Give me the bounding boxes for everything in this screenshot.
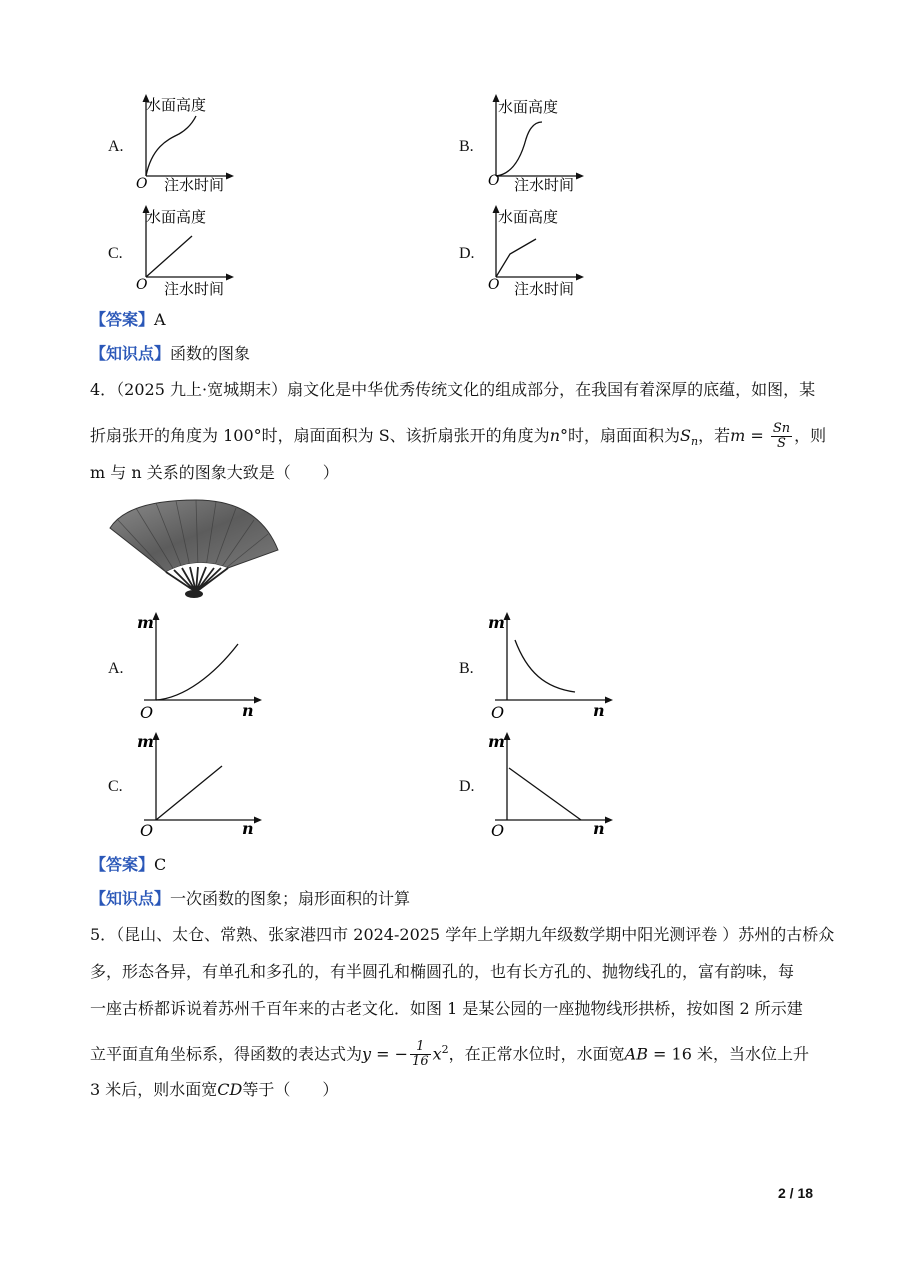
knowledge-value: 一次函数的图象；扇形面积的计算 (170, 889, 411, 908)
svg-text:水面高度: 水面高度 (146, 208, 207, 226)
q4-option-d-label: D. (459, 778, 475, 795)
svg-text:m: m (488, 613, 505, 632)
q3-option-c-label: C. (108, 245, 123, 262)
svg-text:O: O (491, 821, 505, 840)
curve (496, 122, 542, 176)
q3-knowledge (90, 344, 250, 364)
curve (515, 640, 575, 692)
folding-fan-image (108, 498, 280, 600)
knowledge-value: 函数的图象 (170, 344, 251, 363)
q3-option-d-graph (484, 205, 614, 305)
knowledge-tag: 【知识点】 (90, 344, 171, 363)
svg-text:m: m (137, 613, 154, 632)
q4-option-a-graph (134, 610, 264, 720)
curve (156, 644, 238, 700)
svg-text:O: O (140, 703, 154, 722)
svg-text:O: O (491, 703, 505, 722)
svg-text:注水时间: 注水时间 (514, 176, 575, 194)
q4-answer (90, 855, 166, 875)
svg-text:n: n (593, 701, 605, 720)
curve (509, 768, 581, 820)
q5-line-2: 多，形态各异，有单孔和多孔的，有半圆孔和椭圆孔的，也有长方孔的、抛物线孔的，富有韵味，每 (90, 962, 795, 981)
curve (156, 766, 222, 820)
svg-text:O: O (136, 277, 148, 293)
q3-option-b-graph (484, 94, 614, 194)
svg-text:O: O (488, 173, 500, 189)
svg-text:水面高度: 水面高度 (498, 98, 559, 116)
x-arrow (226, 173, 234, 180)
knowledge-tag: 【知识点】 (90, 889, 171, 908)
q4-line-2: 折扇张开的角度为 100°时，扇面面积为 S、该折扇张开的角度为n°时，扇面面积为$S_n$，若m = $\frac{Sn}{S}$ ，则 (90, 421, 827, 451)
curve (146, 116, 196, 176)
q4-line-3: m 与 n 关系的图象大致是（ ） (90, 463, 339, 482)
svg-text:O: O (140, 821, 154, 840)
q4-option-b-graph (485, 610, 615, 720)
svg-text:注水时间: 注水时间 (164, 280, 225, 298)
q3-option-a-graph (134, 94, 264, 194)
svg-text:n: n (242, 701, 254, 720)
fraction: $\frac{Sn}{S}$ (772, 421, 791, 451)
fraction: $\frac{1}{16}$ (412, 1039, 429, 1070)
q5-line-4: 立平面直角坐标系，得函数的表达式为y = − $\frac{1}{16}$ $x^2$，在正常水位时，水面宽AB = 16 米，当水位上升 (90, 1039, 809, 1070)
answer-value: C (154, 855, 167, 874)
q4-option-a-label: A. (108, 660, 124, 677)
svg-text:m: m (137, 732, 154, 751)
curve (496, 239, 536, 277)
svg-text:n: n (242, 819, 254, 838)
svg-text:注水时间: 注水时间 (514, 280, 575, 298)
q5-line-1: 5．（昆山、太仓、常熟、张家港四市 2024-2025 学年上学期九年级数学期中阳光测评卷 ）苏州的古桥众 (90, 925, 835, 944)
answer-tag: 【答案】 (90, 310, 155, 329)
answer-value: A (154, 310, 166, 329)
q4-option-b-label: B. (459, 660, 474, 677)
curve (146, 236, 192, 277)
q4-option-c-label: C. (108, 778, 123, 795)
q5-line-5: 3 米后，则水面宽CD等于（ ） (90, 1080, 339, 1099)
q4-option-c-graph (134, 728, 264, 838)
q4-knowledge (90, 889, 410, 909)
page-number: 2 / 18 (778, 1185, 814, 1201)
svg-text:O: O (488, 277, 500, 293)
q3-option-d-label: D. (459, 245, 475, 262)
q4-line-1: 4．（2025 九上·宽城期末）扇文化是中华优秀传统文化的组成部分，在我国有着深厚的底蕴，如图，某 (90, 380, 816, 399)
x-axis-label: 注水时间 (164, 176, 225, 194)
q3-answer (90, 310, 166, 330)
q5-line-3: 一座古桥都诉说着苏州千百年来的古老文化．如图 1 是某公园的一座抛物线形拱桥，按如图 2 所示建 (90, 999, 803, 1018)
q4-option-d-graph (485, 728, 615, 838)
q3-option-b-label: B. (459, 138, 474, 155)
q3-option-a-label: A. (108, 138, 124, 155)
svg-text:n: n (593, 819, 605, 838)
answer-tag: 【答案】 (90, 855, 155, 874)
q3-option-c-graph (134, 205, 264, 305)
y-axis-label: 水面高度 (146, 96, 207, 114)
svg-text:m: m (488, 732, 505, 751)
svg-text:水面高度: 水面高度 (498, 208, 559, 226)
origin-label: O (136, 176, 148, 192)
